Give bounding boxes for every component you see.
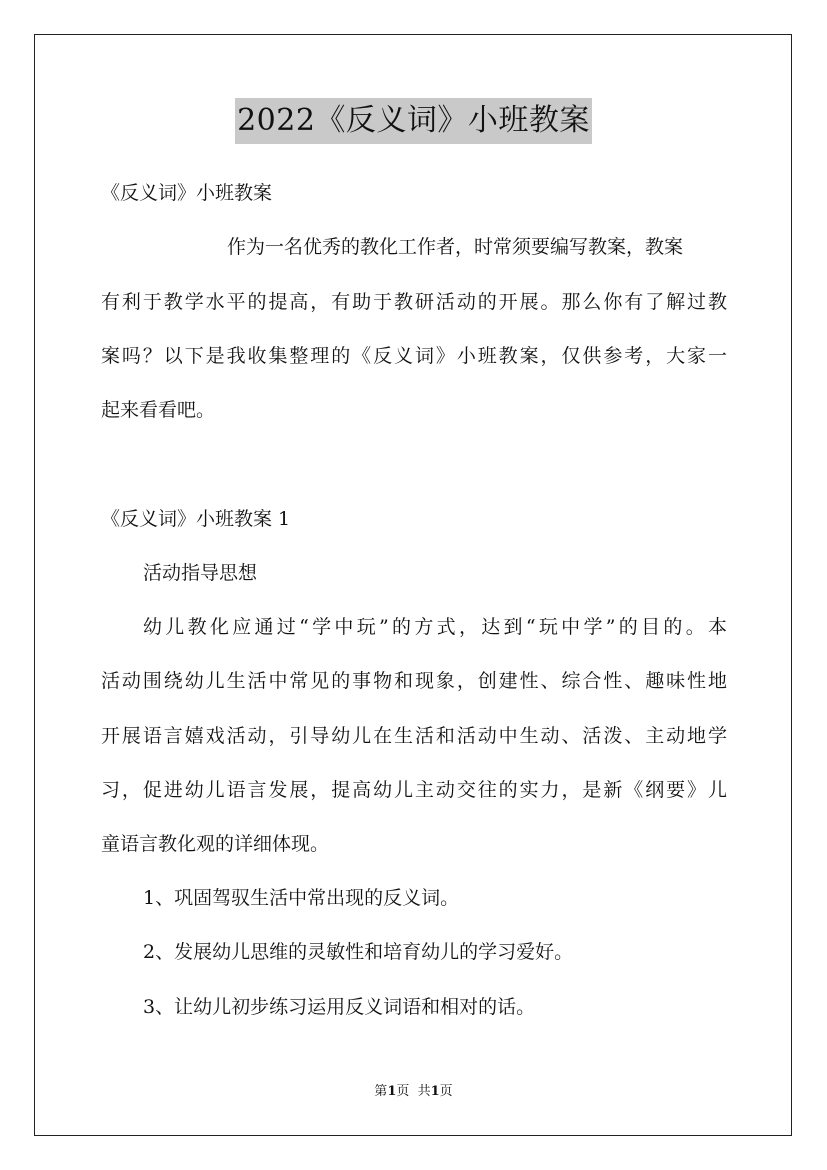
- footer-page-mid: 页 共: [396, 1084, 431, 1099]
- body-line-5: 童语言教化观的详细体现。: [101, 833, 330, 855]
- goal-item-2: 2、发展幼儿思维的灵敏性和培育幼儿的学习爱好。: [143, 941, 574, 963]
- document-title: 2022《反义词》小班教案: [235, 98, 592, 144]
- footer-page-suffix: 页: [439, 1084, 453, 1099]
- body-line-3: 开展语言嬉戏活动，引导幼儿在生活和活动中生动、活泼、主动地学: [101, 725, 727, 747]
- body-line-1: 幼儿教化应通过“学中玩”的方式，达到“玩中学”的目的。本: [143, 616, 727, 638]
- section-heading: 《反义词》小班教案 1: [101, 508, 291, 530]
- goal-item-3: 3、让幼儿初步练习运用反义词语和相对的话。: [143, 996, 536, 1018]
- goal-item-1: 1、巩固驾驭生活中常出现的反义词。: [143, 887, 460, 909]
- subheading: 活动指导思想: [143, 562, 258, 584]
- footer-page-number: 1: [387, 1084, 397, 1099]
- title-container: [0, 98, 827, 144]
- footer-page-prefix: 第: [374, 1084, 388, 1099]
- body-line-4: 习，促进幼儿语言发展，提高幼儿主动交往的实力，是新《纲要》儿: [101, 779, 727, 801]
- document-subtitle: 《反义词》小班教案: [101, 182, 273, 204]
- intro-line-4: 起来看看吧。: [101, 399, 216, 421]
- intro-line-1: 作为一名优秀的教化工作者，时常须要编写教案，教案: [227, 236, 684, 258]
- footer-page-total: 1: [430, 1084, 440, 1099]
- intro-line-2: 有利于教学水平的提高，有助于教研活动的开展。那么你有了解过教: [101, 291, 727, 313]
- body-line-2: 活动围绕幼儿生活中常见的事物和现象，创建性、综合性、趣味性地: [101, 670, 727, 692]
- intro-line-3: 案吗？以下是我收集整理的《反义词》小班教案，仅供参考，大家一: [101, 345, 727, 367]
- page-footer: [0, 1083, 827, 1101]
